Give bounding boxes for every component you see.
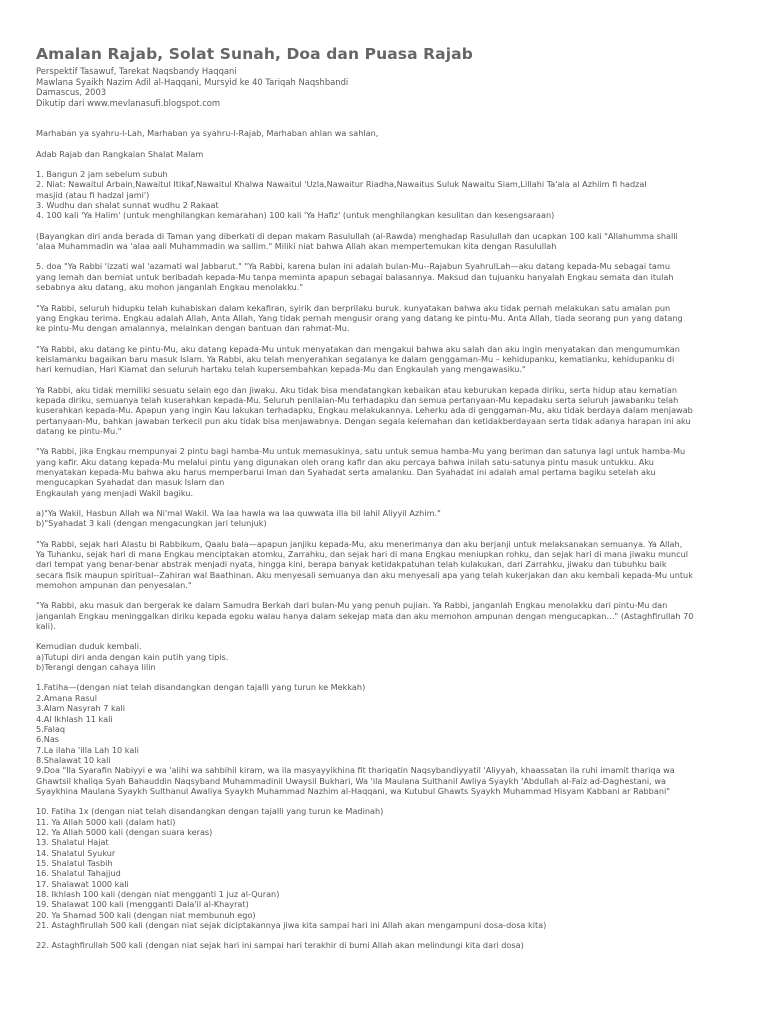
prayer-paragraph-3: Ya Rabbi, aku tidak memiliki sesuatu selain ego dan jiwaku. Aku tidak bisa mendatangkan kebaikan atau keburukan kepada diriku, serta hidup atau kematian kepada diriku, semuanya telah kuserahkan kepada-Mu. Seluruh penilaian-Mu terhadapku dan semua pertanyaan-Mu kepadaku serta seluruh jawabanku telah kuserahkan kepada-Mu. Apapun yang ingin Kau lakukan terhadapku, Engkau melakukannya. Leherku ada di genggaman-Mu, aku tidak berdaya dalam menjawab pertanyaan-Mu, bahkan jawaban terkecil pun aku tidak bisa menjawabnya. Dengan segala kelemahan dan ketidakberdayaan serta tidak adanya harapan ini aku datang ke pintu-Mu." xyxy=(36,384,693,436)
sitting-instructions: Kemudian duduk kembali. a)Tutupi diri anda dengan kain putih yang tipis. b)Terangi dengan cahaya lilin xyxy=(36,641,229,673)
greeting-paragraph: Marhaban ya syahru-l-Lah, Marhaban ya syahru-l-Rajab, Marhaban ahlan wa sahlan, xyxy=(36,128,379,139)
section-heading: Adab Rajab dan Rangkaian Shalat Malam xyxy=(36,148,204,159)
wakil-list: a)"Ya Wakil, Hasbun Allah wa Ni'mal Wakil. Wa laa hawla wa laa quwwata illa bil lahil Aliyyil Azhim." b)"Syahadat 3 kali (dengan mengacungkan jari telunjuk) xyxy=(36,508,441,529)
steps-list-1-4: 1. Bangun 2 jam sebelum subuh 2. Niat: Nawaitul Arbain,Nawaitul Itikaf,Nawaitul Khalwa Nawaitul 'Uzla,Nawaitur Riadha,Nawaitus Suluk Nawaitu Siam,Lillahi Ta'ala al Azhiim fi hadzal masjid (atau fi hadzal jami') 3. Wudhu dan shalat sunnat wudhu 2 Rakaat 4. 100 kali 'Ya Halim' (untuk menghilangkan kemarahan) 100 kali 'Ya Hafiz' (untuk menghilangkan kesulitan dan kesengsaraan) xyxy=(36,169,647,221)
prayer-paragraph-4: "Ya Rabbi, jika Engkau mempunyai 2 pintu bagi hamba-Mu untuk memasukinya, satu untuk semua hamba-Mu yang beriman dan satunya lagi untuk hamba-Mu yang kafir. Aku datang kepada-Mu melalui pintu yang digunakan oleh orang kafir dan aku percaya bahwa inilah satu-satunya pintu masuk untukku. Aku menyatakan kepada-Mu bahwa aku harus memperbarui Iman dan Syahadat serta amalanku. Dan Syahadat ini adalah amal pertama bagiku setelah aku mengucapkan Syahadat dan masuk Islam dan Engkaulah yang menjadi Wakil bagiku. xyxy=(36,446,686,498)
recitation-list-10-21: 10. Fatiha 1x (dengan niat telah disandangkan dengan tajalli yang turun ke Madinah) 11. Ya Allah 5000 kali (dalam hati) 12. Ya Allah 5000 kali (dengan suara keras) 13. Shalatul Hajat 14. Shalatul Syukur 15. Shalatul Tasbih 16. Shalatul Tahajjud 17. Shalawat 1000 kali 18. Ikhlash 100 kali (dengan niat mengganti 1 juz al-Quran) 19. Shalawat 100 kali (mengganti Dala'il al-Khayrat) 20. Ya Shamad 500 kali (dengan niat membunuh ego) 21. Astaghfirullah 500 kali (dengan niat sejak diciptakannya jiwa kita sampai hari ini Allah akan mengampuni dosa-dosa kita) xyxy=(36,806,547,931)
meta-citation: Dikutip dari www.mevlanasufi.blogspot.com xyxy=(36,97,221,108)
prayer-paragraph-2: "Ya Rabbi, aku datang ke pintu-Mu, aku datang kepada-Mu untuk menyatakan dan mengakui bahwa aku salah dan aku ingin menyatakan dan mengumumkan keislamanku bagaikan baru masuk Islam. Ya Rabbi, aku telah menyerahkan segalanya ke dalam genggaman-Mu – kehidupanku, kematianku, kehidupanku di hari kemudian, Hari Kiamat dan seluruh hartaku telah kupersembahkan kepada-Mu dan Engkaulah yang mengawasiku." xyxy=(36,343,680,375)
meta-place-date: Damascus, 2003 xyxy=(36,87,107,98)
recitation-item-22: 22. Astaghfirullah 500 kali (dengan niat sejak hari ini sampai hari terakhir di bumi Allah akan melindungi kita dari dosa) xyxy=(36,940,524,951)
meta-source: Perspektif Tasawuf, Tarekat Naqsbandy Haqqani xyxy=(36,66,237,76)
prayer-paragraph-5: "Ya Rabbi, sejak hari Alastu bi Rabbikum, Qaalu bala—apapun janjiku kepada-Mu, aku menerimanya dan aku berjanji untuk melaksanakan semuanya. Ya Allah, Ya Tuhanku, sejak hari di mana Engkau menciptakan atomku, Zarrahku, dan sejak hari di mana Engkau meniupkan rohku, dan sejak hari di mana jiwaku muncul dari tempat yang benar-benar abstrak menjadi nyata, hingga kini, berapa banyak ketidakpatuhan telah kulakukan, dari Zarrahku, jiwaku dan tubuhku baik secara fisik maupun spiritual--Zahiran wal Baathinan. Aku menyesali semuanya dan aku menyesali apa yang telah kukerjakan dan aku kembali kepada-Mu untuk memohon ampunan dan penyesalan." xyxy=(36,538,693,591)
document-title: Amalan Rajab, Solat Sunah, Doa dan Puasa Rajab xyxy=(36,45,473,63)
doa-step-5: 5. doa "Ya Rabbi 'izzati wal 'azamati wal Jabbarut." "Ya Rabbi, karena bulan ini adalah bulan-Mu--Rajabun SyahrulLah—aku datang kepada-Mu sebagai tamu yang lemah dan berniat untuk beribadah kepada-Mu tanpa meminta apapun sebagai balasannya. Maksud dan tujuanku hanyalah Engkau semata dan itulah sebabnya aku datang, aku mohon janganlah Engkau menolakku." xyxy=(36,261,674,293)
prayer-paragraph-6: "Ya Rabbi, aku masuk dan bergerak ke dalam Samudra Berkah dari bulan-Mu yang penuh pujian. Ya Rabbi, janganlah Engkau menolakku dari pintu-Mu dan janganlah Engkau meninggalkan diriku kepada egoku walau hanya dalam sekejap mata dan aku memohon ampunan dengan mengucapkan…" (Astaghfirullah 70 kali). xyxy=(36,600,694,632)
prayer-paragraph-1: "Ya Rabbi, seluruh hidupku telah kuhabiskan dalam kekafiran, syirik dan berprilaku buruk. kunyatakan bahwa aku tidak pernah melakukan satu amalan pun yang Engkau terima. Engkau adalah Allah, Anta Allah, Yang tidak pernah mengusir orang yang datang ke pintu-Mu. Anta Allah, tiada seorang pun yang datang ke pintu-Mu dengan amalannya, melainkan dengan bantuan dan rahmat-Mu. xyxy=(36,302,683,334)
meta-author: Mawlana Syaikh Nazim Adil al-Haqqani, Mursyid ke 40 Tariqah Naqshbandi xyxy=(36,76,349,87)
recitation-list-1-9: 1.Fatiha—(dengan niat telah disandangkan dengan tajalli yang turun ke Mekkah) 2.Amana Rasul 3.Alam Nasyrah 7 kali 4.Al Ikhlash 11 kali 5.Falaq 6.Nas 7.La ilaha 'illa Lah 10 kali 8.Shalawat 10 kali 9.Doa "Ila Syarafin Nabiyyi e wa 'alihi wa sahbihil kiram, wa ila masyayyikhina fit thariqatin Naqsybandiyyatil 'Aliyyah, khaassatan ila ruhi imamit thariqa wa Ghawtsil khaliqa Syah Bahauddin Naqsyband Muhammadinil Uwaysil Bukhari, Wa 'ila Maulana Sulthanil Awliya Syaykh 'Abdullah al-Faiz ad-Daghestani, wa Syaykhina Maulana Syaykh Sulthanul Awaliya Syaykh Muhammad Nazhim al-Haqqani, wa Kutubul Ghawts Syaykh Muhammad Hisyam Kabbani ar Rabbani" xyxy=(36,682,675,796)
visualization-paragraph: (Bayangkan diri anda berada di Taman yang diberkati di depan makam Rasulullah (al-Rawda) menghadap Rasulullah dan ucapkan 100 kali "Allahumma shalli 'alaa Muhammadin wa 'alaa aali Muhammadin wa sallim." Miliki niat bahwa Allah akan mempertemukan kita dengan Rasulullah xyxy=(36,230,678,252)
